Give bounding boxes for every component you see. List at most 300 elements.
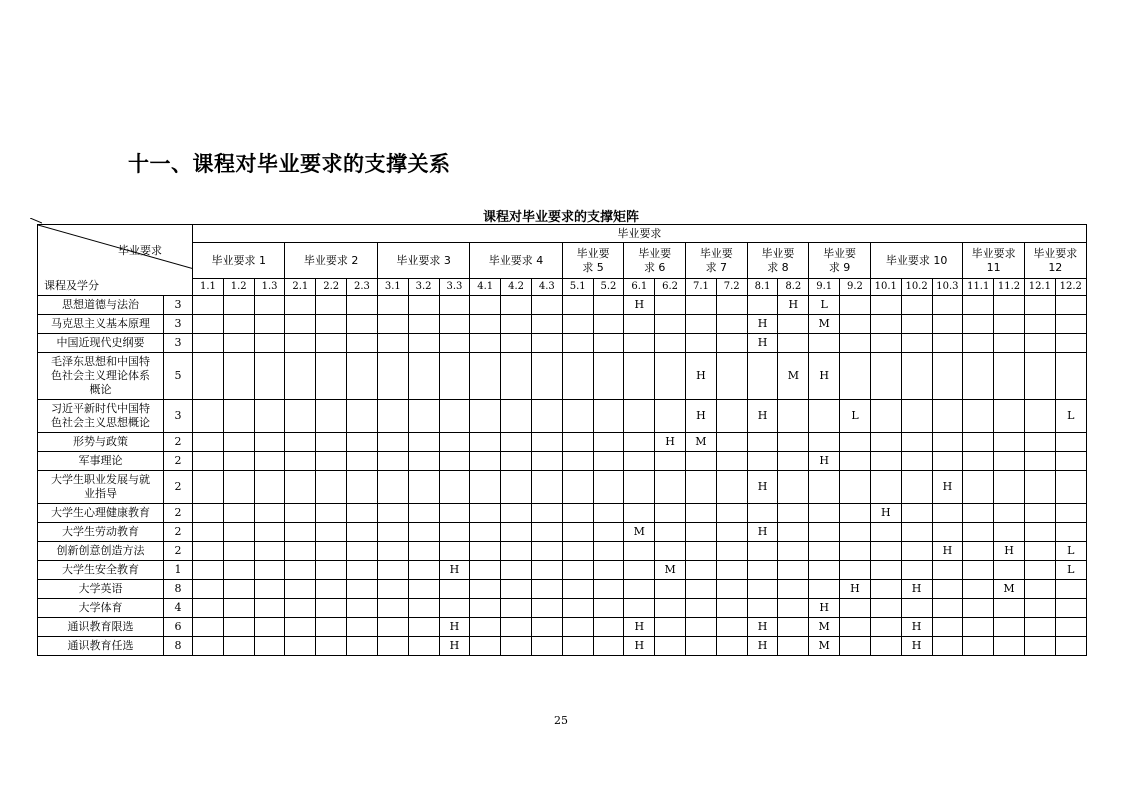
support-cell: [408, 504, 439, 523]
support-cell: H: [624, 637, 655, 656]
requirement-indicator-header: 6.2: [655, 279, 686, 296]
support-cell: [285, 523, 316, 542]
support-cell: [470, 523, 501, 542]
support-cell: [285, 471, 316, 504]
support-cell: [747, 561, 778, 580]
support-cell: [193, 471, 224, 504]
support-cell: [593, 296, 624, 315]
course-name: 大学英语: [38, 580, 164, 599]
support-cell: [778, 542, 809, 561]
support-cell: [531, 637, 562, 656]
support-matrix-table: [37, 224, 1087, 656]
requirement-indicator-header: 11.1: [963, 279, 994, 296]
table-row: [38, 433, 1087, 452]
requirement-group-header: 毕业要求 4: [470, 243, 562, 279]
support-cell: [285, 315, 316, 334]
support-cell: [193, 334, 224, 353]
support-cell: [624, 599, 655, 618]
support-cell: [901, 599, 932, 618]
support-cell: [624, 471, 655, 504]
support-cell: [778, 504, 809, 523]
support-cell: [377, 542, 408, 561]
support-cell: [840, 504, 871, 523]
support-cell: [347, 637, 378, 656]
course-credit: 2: [164, 504, 193, 523]
diag-bottom-label: 课程及学分: [44, 279, 99, 292]
section-title: 十一、课程对毕业要求的支撑关系: [128, 152, 451, 176]
support-cell: [686, 637, 717, 656]
support-cell: L: [1055, 542, 1086, 561]
table-row: [38, 618, 1087, 637]
support-cell: [809, 471, 840, 504]
support-cell: [994, 618, 1025, 637]
support-cell: [963, 523, 994, 542]
requirement-indicator-header: 6.1: [624, 279, 655, 296]
support-cell: [716, 334, 747, 353]
support-cell: [840, 471, 871, 504]
support-cell: [377, 452, 408, 471]
support-cell: [193, 353, 224, 400]
support-cell: [840, 523, 871, 542]
support-cell: [932, 561, 963, 580]
support-cell: M: [686, 433, 717, 452]
support-cell: [1055, 433, 1086, 452]
support-cell: [686, 504, 717, 523]
support-cell: [901, 400, 932, 433]
support-cell: [316, 504, 347, 523]
requirement-group-header: 毕业要 求 8: [747, 243, 809, 279]
course-credit: 3: [164, 315, 193, 334]
support-cell: [501, 637, 532, 656]
support-cell: [408, 580, 439, 599]
support-cell: [439, 452, 470, 471]
support-cell: [747, 599, 778, 618]
support-cell: [193, 523, 224, 542]
support-cell: [193, 433, 224, 452]
support-cell: [531, 400, 562, 433]
support-cell: [254, 504, 285, 523]
support-cell: [470, 542, 501, 561]
course-name: 大学体育: [38, 599, 164, 618]
support-cell: [840, 637, 871, 656]
support-cell: [501, 433, 532, 452]
support-cell: H: [686, 400, 717, 433]
support-cell: [686, 315, 717, 334]
support-cell: [562, 580, 593, 599]
support-cell: [932, 599, 963, 618]
requirement-indicator-header: 4.3: [531, 279, 562, 296]
support-cell: [193, 296, 224, 315]
support-cell: [347, 599, 378, 618]
support-cell: [501, 296, 532, 315]
support-cell: [624, 504, 655, 523]
support-cell: [316, 315, 347, 334]
support-cell: [747, 433, 778, 452]
support-cell: [193, 400, 224, 433]
support-cell: [562, 315, 593, 334]
support-cell: [347, 353, 378, 400]
support-cell: [1024, 561, 1055, 580]
requirement-indicator-header: 11.2: [994, 279, 1025, 296]
support-cell: [347, 542, 378, 561]
support-cell: [624, 315, 655, 334]
requirement-group-header: 毕业要求 2: [285, 243, 377, 279]
support-cell: [994, 561, 1025, 580]
requirement-indicator-header: 10.3: [932, 279, 963, 296]
support-cell: [778, 523, 809, 542]
support-cell: [193, 580, 224, 599]
support-cell: [901, 471, 932, 504]
support-cell: [377, 296, 408, 315]
course-credit: 2: [164, 433, 193, 452]
support-cell: [223, 353, 254, 400]
support-cell: [1024, 296, 1055, 315]
support-cell: [1055, 523, 1086, 542]
support-cell: [254, 334, 285, 353]
support-cell: [470, 353, 501, 400]
support-cell: [254, 561, 285, 580]
support-cell: [470, 400, 501, 433]
support-cell: H: [809, 452, 840, 471]
table-row: [38, 523, 1087, 542]
course-credit: 2: [164, 542, 193, 561]
support-cell: [716, 504, 747, 523]
support-cell: [347, 471, 378, 504]
support-cell: L: [1055, 561, 1086, 580]
support-cell: [193, 599, 224, 618]
support-cell: [531, 504, 562, 523]
support-cell: [870, 523, 901, 542]
support-cell: [870, 599, 901, 618]
support-cell: [531, 452, 562, 471]
support-cell: [254, 400, 285, 433]
support-cell: [439, 523, 470, 542]
support-cell: [778, 618, 809, 637]
support-cell: [254, 618, 285, 637]
support-cell: [624, 353, 655, 400]
course-name: 大学生职业发展与就 业指导: [38, 471, 164, 504]
support-cell: [716, 353, 747, 400]
support-cell: [963, 637, 994, 656]
support-cell: [470, 637, 501, 656]
support-cell: [562, 334, 593, 353]
support-cell: [377, 599, 408, 618]
course-name: 形势与政策: [38, 433, 164, 452]
support-cell: [254, 452, 285, 471]
requirement-indicator-header: 9.1: [809, 279, 840, 296]
support-cell: [193, 561, 224, 580]
support-cell: [901, 452, 932, 471]
support-cell: [408, 452, 439, 471]
support-cell: [778, 561, 809, 580]
support-cell: [655, 637, 686, 656]
support-cell: [501, 599, 532, 618]
table-row: [38, 637, 1087, 656]
support-cell: H: [778, 296, 809, 315]
support-cell: [840, 542, 871, 561]
support-cell: [593, 504, 624, 523]
support-cell: [377, 315, 408, 334]
support-cell: H: [870, 504, 901, 523]
support-cell: [408, 400, 439, 433]
requirement-indicator-header: 2.3: [347, 279, 378, 296]
support-cell: [223, 637, 254, 656]
support-cell: [316, 580, 347, 599]
support-cell: [408, 334, 439, 353]
course-name: 大学生劳动教育: [38, 523, 164, 542]
support-cell: [223, 618, 254, 637]
support-cell: H: [439, 561, 470, 580]
support-cell: [316, 471, 347, 504]
support-cell: [686, 580, 717, 599]
support-cell: [193, 618, 224, 637]
support-cell: [901, 334, 932, 353]
support-cell: H: [439, 618, 470, 637]
support-cell: [377, 471, 408, 504]
support-cell: [809, 334, 840, 353]
support-cell: [316, 542, 347, 561]
support-cell: [932, 315, 963, 334]
support-cell: [932, 334, 963, 353]
support-cell: [408, 637, 439, 656]
support-cell: [716, 542, 747, 561]
support-cell: [501, 471, 532, 504]
support-cell: [531, 618, 562, 637]
table-row: [38, 315, 1087, 334]
support-cell: [1055, 334, 1086, 353]
support-cell: [316, 452, 347, 471]
support-cell: [254, 296, 285, 315]
support-cell: [285, 542, 316, 561]
support-cell: [223, 400, 254, 433]
support-cell: [347, 580, 378, 599]
support-cell: [778, 400, 809, 433]
support-cell: [316, 400, 347, 433]
support-cell: [501, 580, 532, 599]
support-cell: [285, 452, 316, 471]
support-cell: [223, 433, 254, 452]
support-cell: [439, 542, 470, 561]
support-cell: [1055, 599, 1086, 618]
support-cell: H: [994, 542, 1025, 561]
support-cell: [932, 400, 963, 433]
support-cell: [470, 315, 501, 334]
support-cell: [778, 433, 809, 452]
support-cell: [531, 599, 562, 618]
support-cell: [531, 353, 562, 400]
support-cell: [840, 315, 871, 334]
support-cell: H: [747, 471, 778, 504]
support-cell: [932, 580, 963, 599]
support-cell: [840, 433, 871, 452]
course-credit: 6: [164, 618, 193, 637]
support-cell: [1024, 599, 1055, 618]
support-cell: H: [655, 433, 686, 452]
support-cell: [377, 618, 408, 637]
support-cell: [470, 471, 501, 504]
support-cell: [870, 296, 901, 315]
requirement-group-header: 毕业要 求 6: [624, 243, 686, 279]
support-cell: [747, 504, 778, 523]
requirement-indicator-header: 7.2: [716, 279, 747, 296]
support-cell: [562, 523, 593, 542]
support-cell: [531, 561, 562, 580]
support-cell: [1024, 471, 1055, 504]
support-cell: [809, 523, 840, 542]
support-cell: [562, 542, 593, 561]
support-cell: [408, 523, 439, 542]
support-cell: [593, 637, 624, 656]
course-name: 习近平新时代中国特 色社会主义思想概论: [38, 400, 164, 433]
support-cell: [716, 471, 747, 504]
requirement-indicator-header: 4.2: [501, 279, 532, 296]
support-cell: [963, 504, 994, 523]
support-cell: [778, 334, 809, 353]
support-cell: [347, 452, 378, 471]
support-cell: [470, 296, 501, 315]
support-cell: [686, 471, 717, 504]
support-cell: [562, 400, 593, 433]
graduation-requirements-header: 毕业要求: [193, 225, 1087, 243]
support-cell: [716, 452, 747, 471]
support-cell: [870, 542, 901, 561]
support-cell: [223, 315, 254, 334]
support-cell: [223, 504, 254, 523]
support-cell: [716, 599, 747, 618]
support-cell: [408, 471, 439, 504]
support-cell: [809, 504, 840, 523]
support-cell: [377, 504, 408, 523]
support-cell: [470, 599, 501, 618]
support-cell: [963, 542, 994, 561]
support-cell: [963, 334, 994, 353]
support-cell: [655, 400, 686, 433]
support-cell: [624, 580, 655, 599]
support-cell: [901, 523, 932, 542]
course-credit: 3: [164, 400, 193, 433]
support-cell: [439, 471, 470, 504]
support-cell: [716, 296, 747, 315]
support-cell: [901, 315, 932, 334]
page-number: 25: [554, 714, 568, 727]
support-cell: [870, 315, 901, 334]
support-cell: [994, 504, 1025, 523]
requirement-indicator-header: 3.1: [377, 279, 408, 296]
support-cell: [501, 353, 532, 400]
support-cell: [994, 637, 1025, 656]
requirement-indicator-header: 8.1: [747, 279, 778, 296]
requirement-indicator-header: 1.3: [254, 279, 285, 296]
support-cell: [593, 523, 624, 542]
support-cell: H: [686, 353, 717, 400]
support-cell: [809, 542, 840, 561]
support-cell: [377, 637, 408, 656]
support-cell: [624, 452, 655, 471]
support-cell: [254, 580, 285, 599]
support-cell: [193, 637, 224, 656]
requirement-indicator-header: 10.2: [901, 279, 932, 296]
support-cell: [809, 400, 840, 433]
support-cell: [562, 471, 593, 504]
support-cell: [655, 315, 686, 334]
support-cell: [223, 580, 254, 599]
support-cell: [316, 353, 347, 400]
support-cell: [254, 599, 285, 618]
support-cell: [470, 618, 501, 637]
support-cell: [285, 504, 316, 523]
support-cell: [901, 296, 932, 315]
support-cell: [778, 580, 809, 599]
support-cell: [316, 296, 347, 315]
requirement-indicator-header: 7.1: [686, 279, 717, 296]
course-credit: 2: [164, 523, 193, 542]
support-cell: [562, 452, 593, 471]
course-name: 大学生安全教育: [38, 561, 164, 580]
support-cell: [562, 599, 593, 618]
support-cell: [377, 561, 408, 580]
support-cell: [1024, 315, 1055, 334]
support-cell: H: [809, 599, 840, 618]
support-cell: [223, 542, 254, 561]
support-cell: [1024, 523, 1055, 542]
support-cell: [901, 353, 932, 400]
course-name: 大学生心理健康教育: [38, 504, 164, 523]
support-cell: [870, 452, 901, 471]
support-cell: [531, 580, 562, 599]
support-cell: [963, 452, 994, 471]
support-cell: [254, 542, 285, 561]
support-cell: [716, 315, 747, 334]
support-cell: [1024, 433, 1055, 452]
support-cell: [439, 353, 470, 400]
course-name: 通识教育任选: [38, 637, 164, 656]
support-cell: [316, 561, 347, 580]
support-cell: [285, 433, 316, 452]
support-cell: [1024, 542, 1055, 561]
support-cell: M: [778, 353, 809, 400]
support-cell: [840, 296, 871, 315]
support-cell: [778, 471, 809, 504]
support-cell: [531, 334, 562, 353]
support-cell: [994, 334, 1025, 353]
support-cell: M: [655, 561, 686, 580]
support-cell: H: [624, 618, 655, 637]
support-cell: [655, 523, 686, 542]
support-cell: [562, 561, 593, 580]
support-cell: [1024, 504, 1055, 523]
support-cell: [316, 523, 347, 542]
support-cell: H: [747, 400, 778, 433]
support-cell: [223, 599, 254, 618]
support-cell: [285, 561, 316, 580]
support-cell: [932, 452, 963, 471]
support-cell: [254, 353, 285, 400]
support-cell: [377, 400, 408, 433]
support-cell: [223, 561, 254, 580]
support-cell: [223, 452, 254, 471]
support-cell: [408, 353, 439, 400]
support-cell: [1055, 637, 1086, 656]
diag-top-label: 毕业要求: [118, 244, 162, 257]
support-cell: [716, 433, 747, 452]
requirement-indicator-header: 2.2: [316, 279, 347, 296]
course-credit: 3: [164, 334, 193, 353]
course-name: 军事理论: [38, 452, 164, 471]
support-cell: [963, 618, 994, 637]
table-row: [38, 504, 1087, 523]
support-cell: H: [901, 580, 932, 599]
support-cell: [593, 599, 624, 618]
